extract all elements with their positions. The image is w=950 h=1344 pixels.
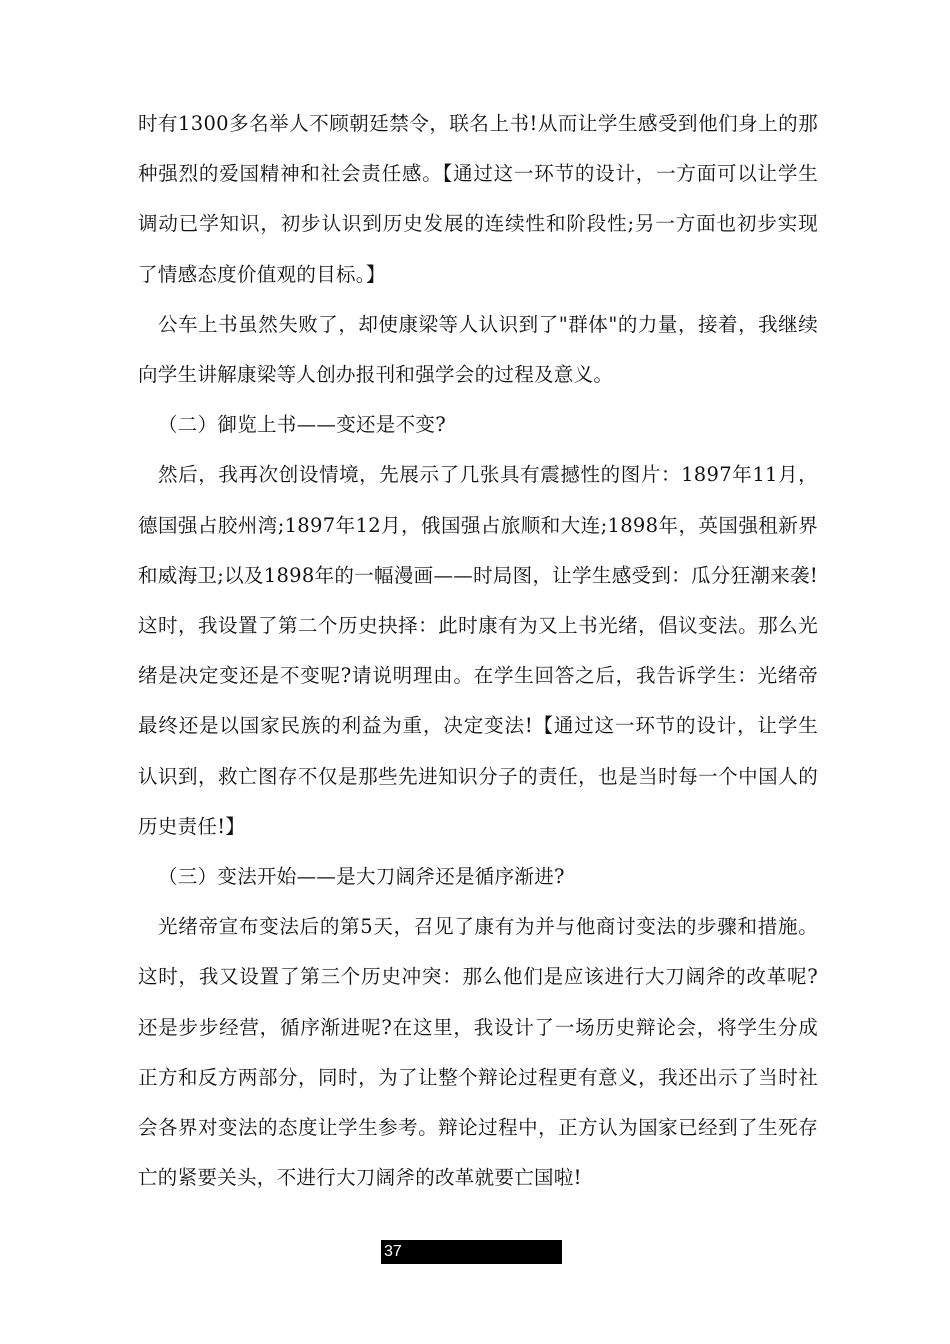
section-heading-2: （二）御览上书——变还是不变?: [158, 413, 446, 437]
page-number: 37: [381, 1240, 562, 1264]
paragraph-1: 时有1300多名举人不顾朝廷禁令，联名上书!从而让学生感受到他们身上的那种强烈的爱国精神和社会责任感。【通过这一环节的设计，一方面可以让学生调动已学知识，初步认识到历史发展的连续性和阶段性;另一方面也初步实现了情感态度价值观的目标。】: [138, 112, 818, 286]
paragraph-3: 然后，我再次创设情境，先展示了几张具有震撼性的图片：1897年11月，德国强占胶州湾;1897年12月，俄国强占旅顺和大连;1898年，英国强租新界和威海卫;以及1898年的一幅漫画——时局图，让学生感受到：瓜分狂潮来袭!这时，我设置了第二个历史抉择：此时康有为又上书光绪，倡议变法。那么光绪是决定变还是不变呢?请说明理由。在学生回答之后，我告诉学生：光绪帝最终还是以国家民族的利益为重，决定变法!【通过这一环节的设计，让学生认识到，救亡图存不仅是那些先进知识分子的责任，也是当时每一个中国人的历史责任!】: [138, 463, 818, 838]
paragraph-2: 公车上书虽然失败了，却使康梁等人认识到了"群体"的力量，接着，我继续向学生讲解康梁等人创办报刊和强学会的过程及意义。: [138, 312, 818, 387]
section-heading-3: （三）变法开始——是大刀阔斧还是循序渐进?: [158, 865, 565, 889]
body-text: [138, 99, 818, 1203]
paragraph-4: 光绪帝宣布变法后的第5天，召见了康有为并与他商讨变法的步骤和措施。这时，我又设置了第三个历史冲突：那么他们是应该进行大刀阔斧的改革呢?还是步步经营，循序渐进呢?在这里，我设计了一场历史辩论会，将学生分成正方和反方两部分，同时，为了让整个辩论过程更有意义，我还出示了当时社会各界对变法的态度让学生参考。辩论过程中，正方认为国家已经到了生死存亡的紧要关头，不进行大刀阔斧的改革就要亡国啦!: [138, 915, 818, 1190]
